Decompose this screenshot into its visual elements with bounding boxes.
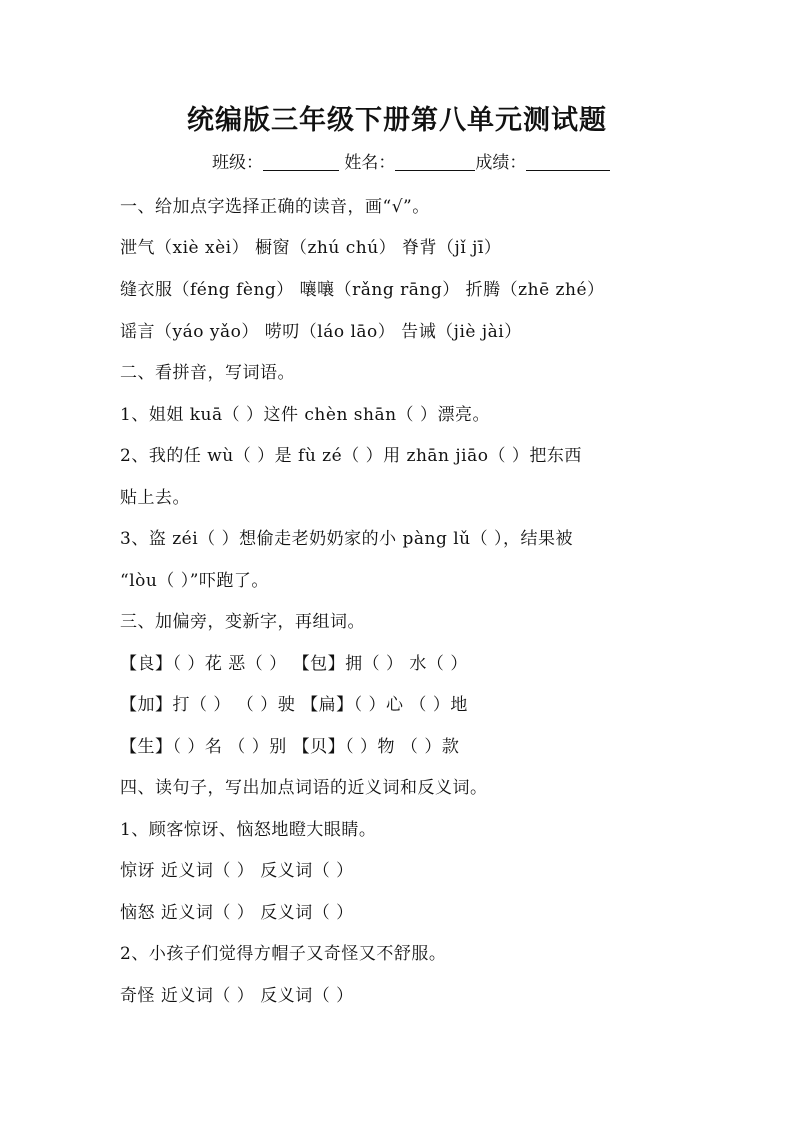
section2-row: 2、我的任 wù（ ）是 fù zé（ ）用 zhān jiāo（ ）把东西	[120, 446, 582, 466]
section4-q2-row: 奇怪 近义词（ ） 反义词（ ）	[120, 986, 354, 1006]
section2-heading: 二、看拼音，写词语。	[120, 363, 295, 383]
section3-row: 【良】（ ）花 恶（ ） 【包】拥（ ） 水（ ）	[120, 654, 468, 674]
class-label: 班级：	[212, 153, 263, 173]
section2-row: 3、盗 zéi（ ）想偷走老奶奶家的小 pàng lǔ（ ），结果被	[120, 529, 574, 549]
section1-heading: 一、给加点字选择正确的读音，画“√”。	[120, 197, 430, 217]
section1-row: 泄气（xiè xèi） 橱窗（zhú chú） 脊背（jǐ jī）	[120, 238, 502, 258]
section3-row: 【加】打（ ） （ ）驶 【扁】（ ）心 （ ）地	[120, 695, 468, 715]
section3-heading: 三、加偏旁，变新字，再组词。	[120, 612, 365, 632]
section4-q1-row: 恼怒 近义词（ ） 反义词（ ）	[120, 903, 354, 923]
section4-question-1: 1、顾客惊讶、恼怒地瞪大眼睛。	[120, 820, 377, 840]
section2-row: 贴上去。	[120, 488, 190, 508]
name-blank[interactable]	[395, 152, 475, 171]
section1-row: 缝衣服（féng fèng） 嚷嚷（rǎng rāng） 折腾（zhē zhé）	[120, 280, 605, 300]
section3-row: 【生】（ ）名 （ ）别 【贝】（ ）物 （ ）款	[120, 737, 460, 757]
section4-q1-row: 惊讶 近义词（ ） 反义词（ ）	[120, 861, 354, 881]
section4-heading: 四、读句子，写出加点词语的近义词和反义词。	[120, 778, 488, 798]
student-info-line	[212, 148, 610, 173]
section2-row: “lòu（ ）”吓跑了。	[120, 571, 269, 591]
score-label: 成绩：	[475, 153, 527, 173]
score-blank[interactable]	[526, 152, 610, 171]
page-title: 统编版三年级下册第八单元测试题	[187, 105, 607, 136]
section1-row: 谣言（yáo yǎo） 唠叨（láo lāo） 告诫（jiè jài）	[120, 322, 522, 342]
section2-row: 1、姐姐 kuā（ ）这件 chèn shān（ ）漂亮。	[120, 405, 490, 425]
section4-question-2: 2、小孩子们觉得方帽子又奇怪又不舒服。	[120, 944, 447, 964]
class-blank[interactable]	[263, 152, 339, 171]
name-label: 姓名：	[344, 153, 396, 173]
